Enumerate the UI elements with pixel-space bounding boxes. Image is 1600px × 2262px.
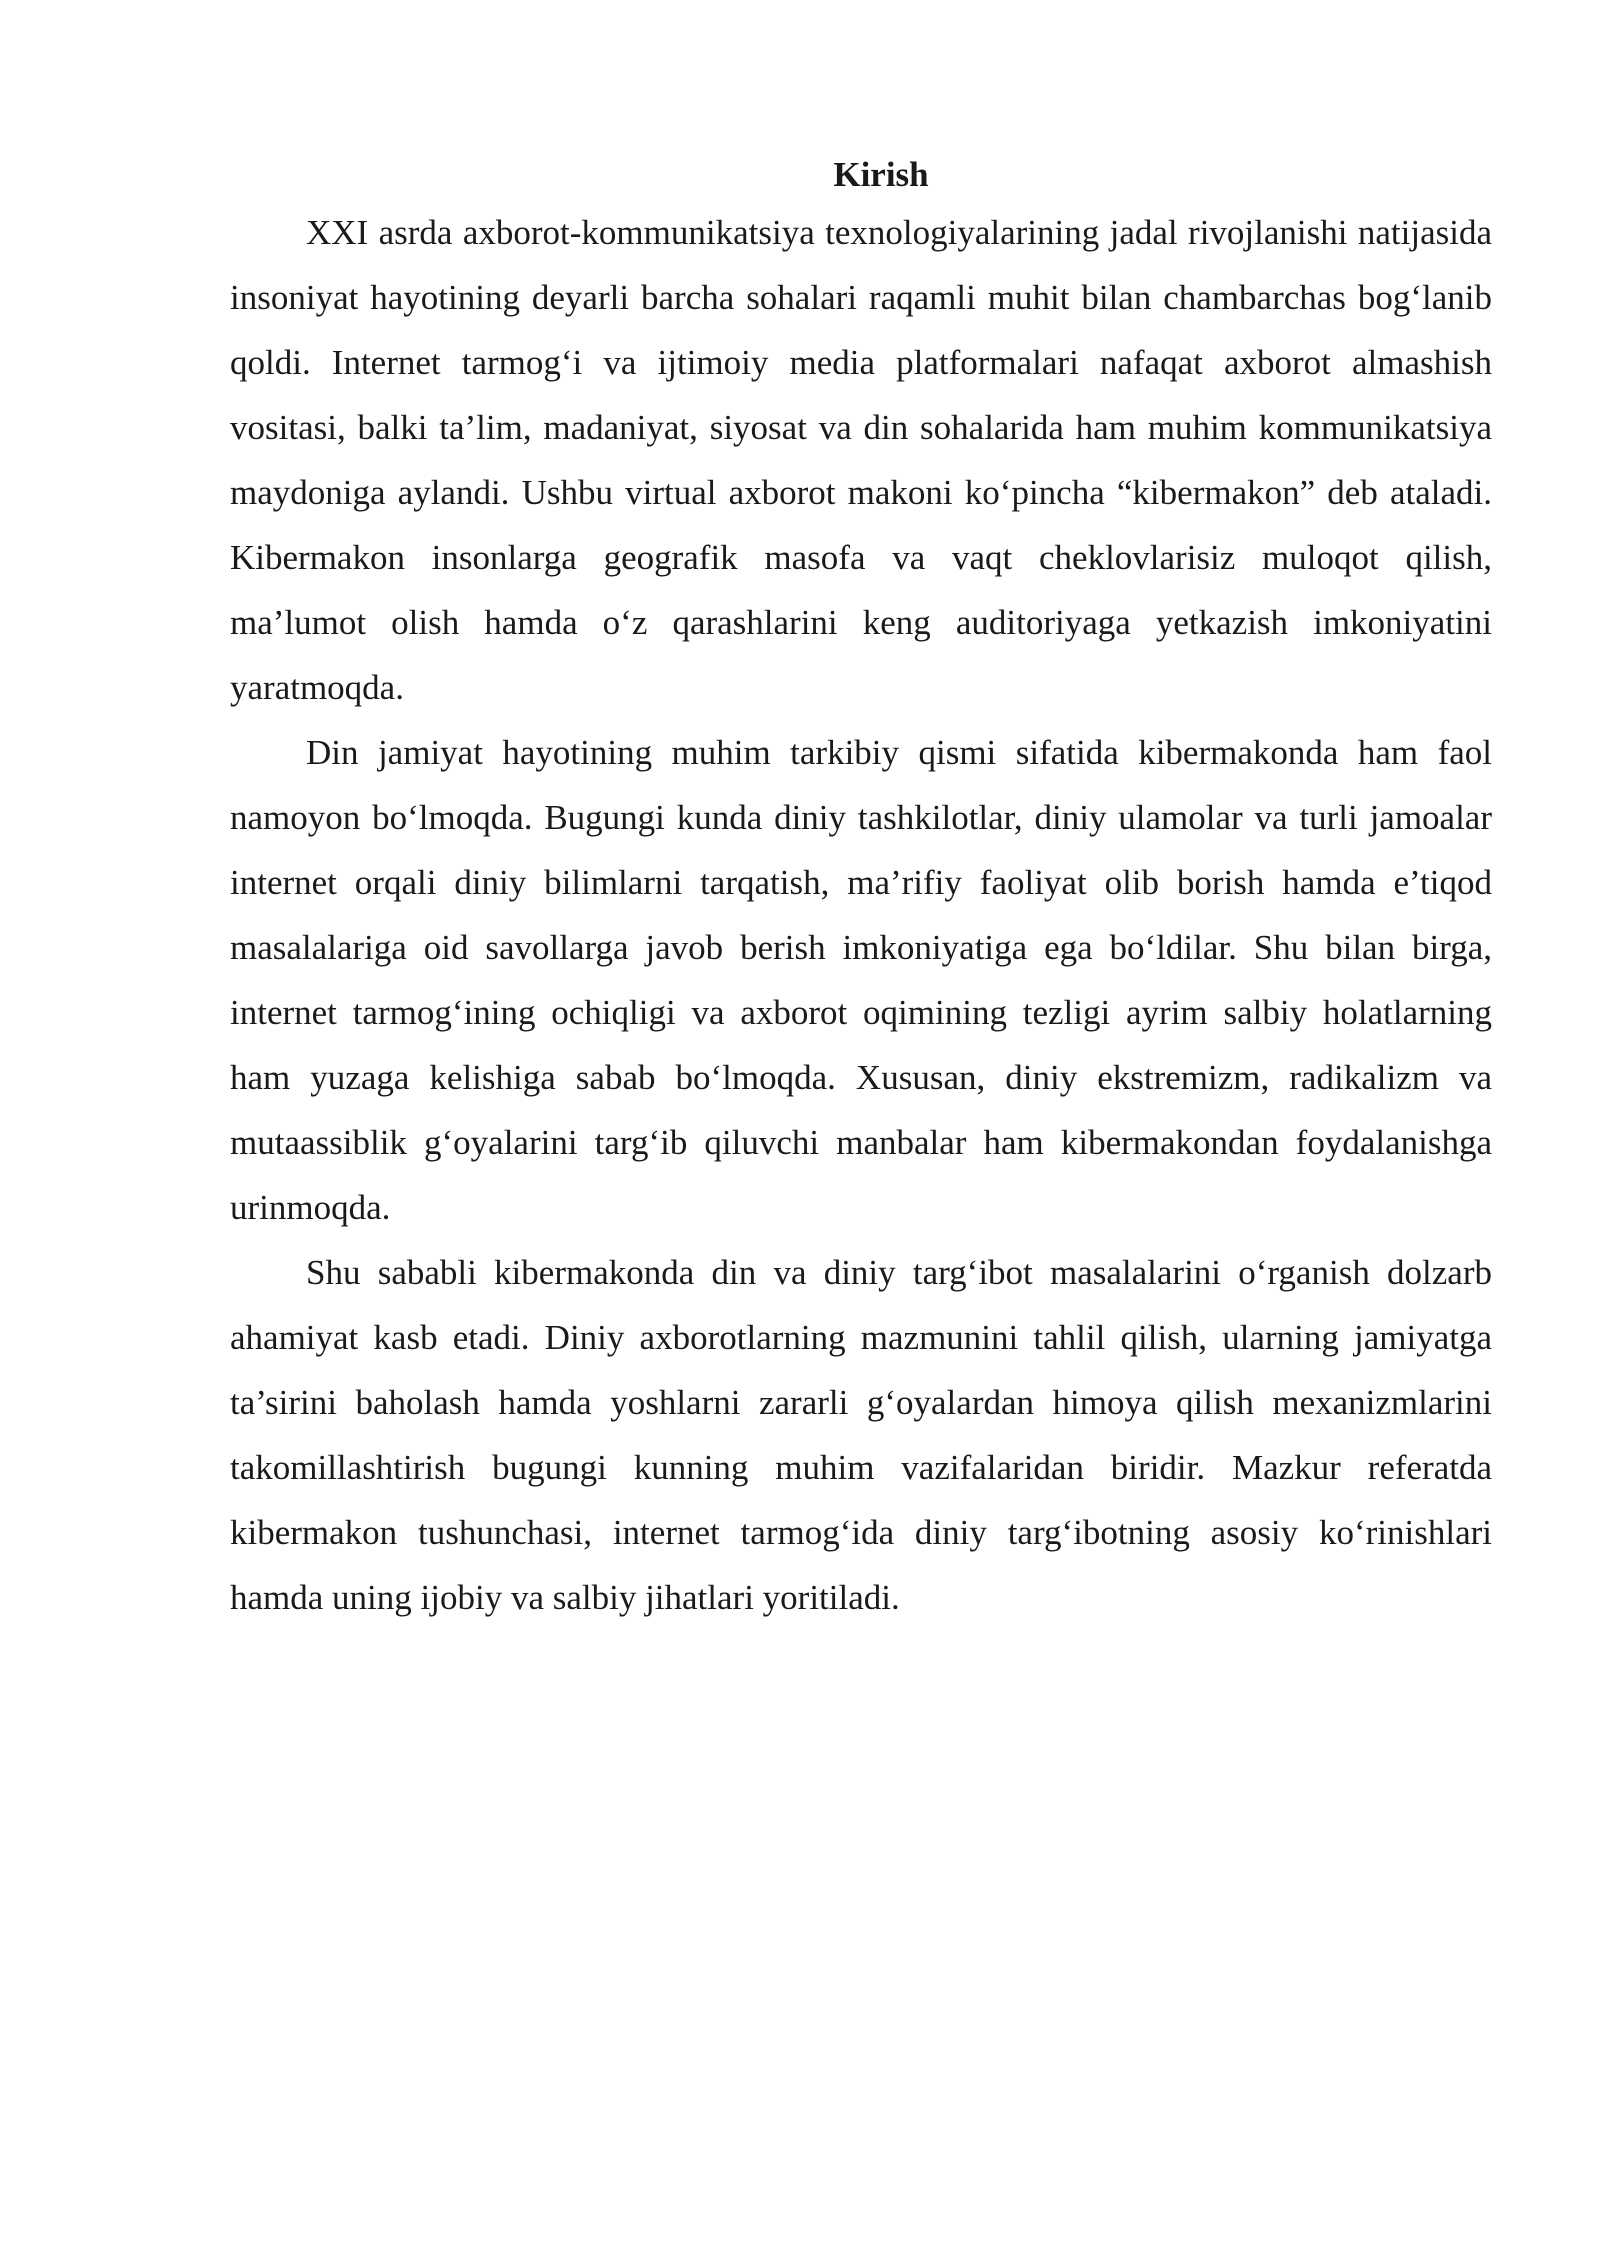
paragraph-intro: XXI asrda axborot-kommunikatsiya texnologiyalarining jadal rivojlanishi natijasida insoniyat hayotining deyarli barcha sohalari raqamli muhit bilan chambarchas bog‘lanib qoldi. Internet tarmog‘i va ijtimoiy media platformalari nafaqat axborot almashish vositasi, balki ta’lim, madaniyat, siyosat va din sohalarida ham muhim kommunikatsiya maydoniga aylandi. Ushbu virtual axborot makoni ko‘pincha “kibermakon” deb ataladi. Kibermakon insonlarga geografik masofa va vaqt cheklovlarisiz muloqot qilish, ma’lumot olish hamda o‘z qarashlarini keng auditoriyaga yetkazish imkoniyatini yaratmoqda.: [230, 213, 1492, 707]
document-body: [230, 150, 1492, 1630]
paragraph-religion-cyberspace: Din jamiyat hayotining muhim tarkibiy qismi sifatida kibermakonda ham faol namoyon bo‘lmoqda. Bugungi kunda diniy tashkilotlar, diniy ulamolar va turli jamoalar internet orqali diniy bilimlarni tarqatish, ma’rifiy faoliyat olib borish hamda e’tiqod masalalariga oid savollarga javob berish imkoniyatiga ega bo‘ldilar. Shu bilan birga, internet tarmog‘ining ochiqligi va axborot oqimining tezligi ayrim salbiy holatlarning ham yuzaga kelishiga sabab bo‘lmoqda. Xususan, diniy ekstremizm, radikalizm va mutaassiblik g‘oyalarini targ‘ib qiluvchi manbalar ham kibermakondan foydalanishga urinmoqda.: [230, 733, 1492, 1227]
section-heading: Kirish: [833, 155, 929, 194]
paragraph-relevance: Shu sababli kibermakonda din va diniy targ‘ibot masalalarini o‘rganish dolzarb ahamiyat kasb etadi. Diniy axborotlarning mazmunini tahlil qilish, ularning jamiyatga ta’sirini baholash hamda yoshlarni zararli g‘oyalardan himoya qilish mexanizmlarini takomillashtirish bugungi kunning muhim vazifalaridan biridir. Mazkur referatda kibermakon tushunchasi, internet tarmog‘ida diniy targ‘ibotning asosiy ko‘rinishlari hamda uning ijobiy va salbiy jihatlari yoritiladi.: [230, 1253, 1492, 1617]
